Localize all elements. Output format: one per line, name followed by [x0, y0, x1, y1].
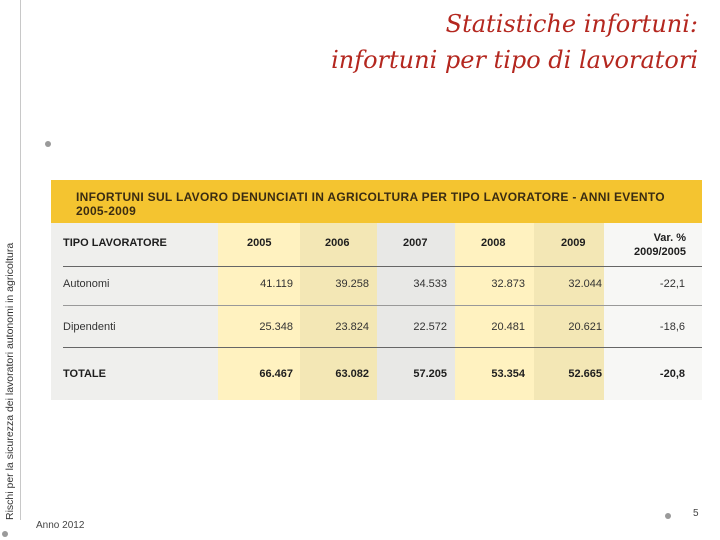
bullet-dot-icon: [45, 141, 51, 147]
table-cell: 63.082: [335, 368, 369, 380]
table-cell: 20.481: [491, 321, 525, 333]
table-cell: -20,8: [659, 368, 685, 380]
table-cell: 25.348: [259, 321, 293, 333]
column-header-var-period: 2009/2005: [634, 246, 686, 258]
table-rule: [63, 266, 702, 267]
column-header-2005: 2005: [247, 237, 272, 249]
left-divider: [20, 0, 21, 520]
table-heading: [51, 180, 702, 223]
table-cell: -18,6: [659, 321, 685, 333]
column-header-2008: 2008: [481, 237, 506, 249]
column-header-type: TIPO LAVORATORE: [63, 237, 167, 249]
title-line-2: infortuni per tipo di lavoratori: [331, 46, 698, 74]
table-cell: -22,1: [659, 278, 685, 290]
table-cell: 57.205: [413, 368, 447, 380]
table-cell: 34.533: [413, 278, 447, 290]
accident-statistics-table: [51, 180, 702, 400]
column-header-2006: 2006: [325, 237, 350, 249]
table-cell: 23.824: [335, 321, 369, 333]
table-rule: [63, 305, 702, 306]
page-number: 5: [693, 508, 699, 519]
table-cell: 32.873: [491, 278, 525, 290]
table-cell: 52.665: [568, 368, 602, 380]
table-cell: 20.621: [568, 321, 602, 333]
column-header-var: Var. %: [653, 232, 686, 244]
vertical-side-label: Rischi per la sicurezza dei lavoratori autonomi in agricoltura: [4, 242, 16, 520]
table-rule: [63, 347, 702, 348]
row-label-autonomi: Autonomi: [63, 278, 110, 290]
title-line-1: Statistiche infortuni:: [445, 10, 698, 38]
column-header-2007: 2007: [403, 237, 428, 249]
column-header-2009: 2009: [561, 237, 586, 249]
slide-title: [138, 6, 698, 78]
table-cell: 22.572: [413, 321, 447, 333]
table-cell: 39.258: [335, 278, 369, 290]
table-cell: 66.467: [259, 368, 293, 380]
table-heading-line-1: INFORTUNI SUL LAVORO DENUNCIATI IN AGRICOLTURA PER TIPO LAVORATORE - ANNI EVENTO: [76, 190, 665, 204]
footer-year: Anno 2012: [36, 520, 85, 531]
table-cell: 32.044: [568, 278, 602, 290]
table-heading-line-2: 2005-2009: [76, 204, 137, 218]
row-label-dipendenti: Dipendenti: [63, 321, 116, 333]
bullet-dot-icon: [665, 513, 671, 519]
bullet-dot-icon: [2, 531, 8, 537]
table-cell: 41.119: [260, 278, 293, 290]
row-label-totale: TOTALE: [63, 368, 106, 380]
table-cell: 53.354: [491, 368, 525, 380]
